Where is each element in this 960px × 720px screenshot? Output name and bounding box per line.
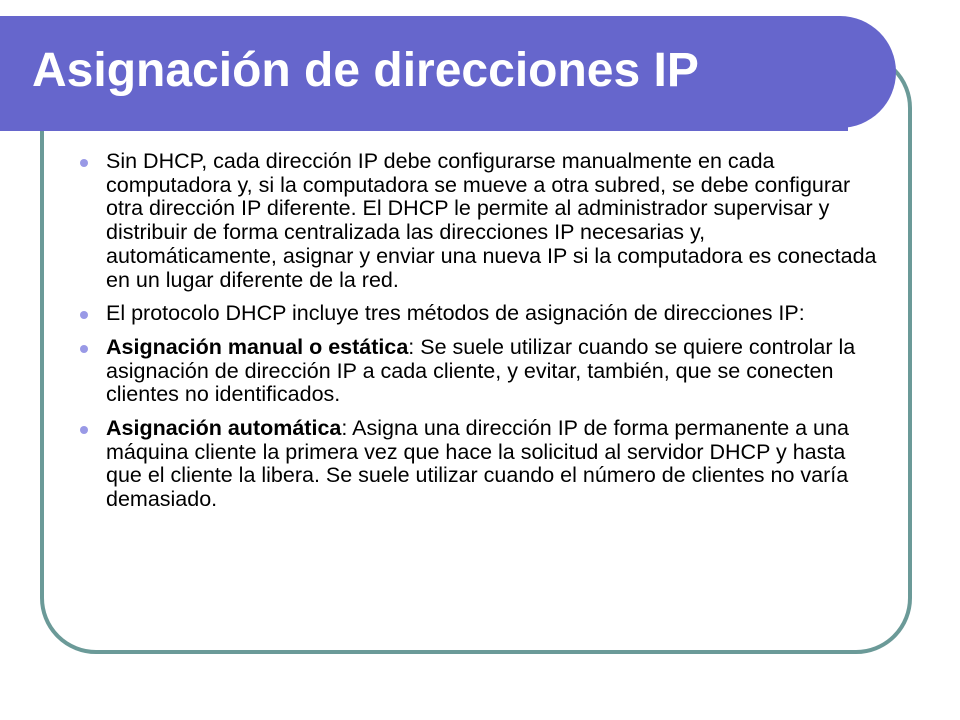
bullet-dot-icon <box>80 159 88 167</box>
bullet-text: : Asigna una dirección IP de forma permanente a una máquina cliente la primera vez que hace la solicitud al servidor DHCP y hasta que el cliente la libera. Se suele utilizar cuando el número de clientes no varía demasiado. <box>106 416 849 512</box>
bullet-item-2 <box>80 302 880 326</box>
bullet-item-4 <box>80 417 880 512</box>
slide-title: Asignación de direcciones IP <box>32 44 699 97</box>
bullet-term: Asignación manual o estática <box>106 334 409 359</box>
bullet-list <box>80 150 880 522</box>
bullet-dot-icon <box>80 311 88 319</box>
bullet-term: Asignación automática <box>106 416 342 441</box>
bullet-text: El protocolo DHCP incluye tres métodos de asignación de direcciones IP: <box>106 301 805 326</box>
bullet-dot-icon <box>80 426 88 434</box>
bullet-item-1 <box>80 150 880 292</box>
bullet-text: Sin DHCP, cada dirección IP debe configurarse manualmente en cada computadora y, si la computadora se mueve a otra subred, se debe configurar otra dirección IP diferente. El DHCP le permite al administrador supervisar y distribuir de forma centralizada las direcciones IP necesarias y, automáticamente, asignar y enviar una nueva IP si la computadora es conectada en un lugar diferente de la red. <box>106 149 877 292</box>
bullet-item-3 <box>80 336 880 407</box>
bullet-text: : Se suele utilizar cuando se quiere controlar la asignación de dirección IP a cada cliente, y evitar, también, que se conecten clientes no identificados. <box>106 334 856 407</box>
title-underline <box>0 127 848 131</box>
bullet-dot-icon <box>80 345 88 353</box>
